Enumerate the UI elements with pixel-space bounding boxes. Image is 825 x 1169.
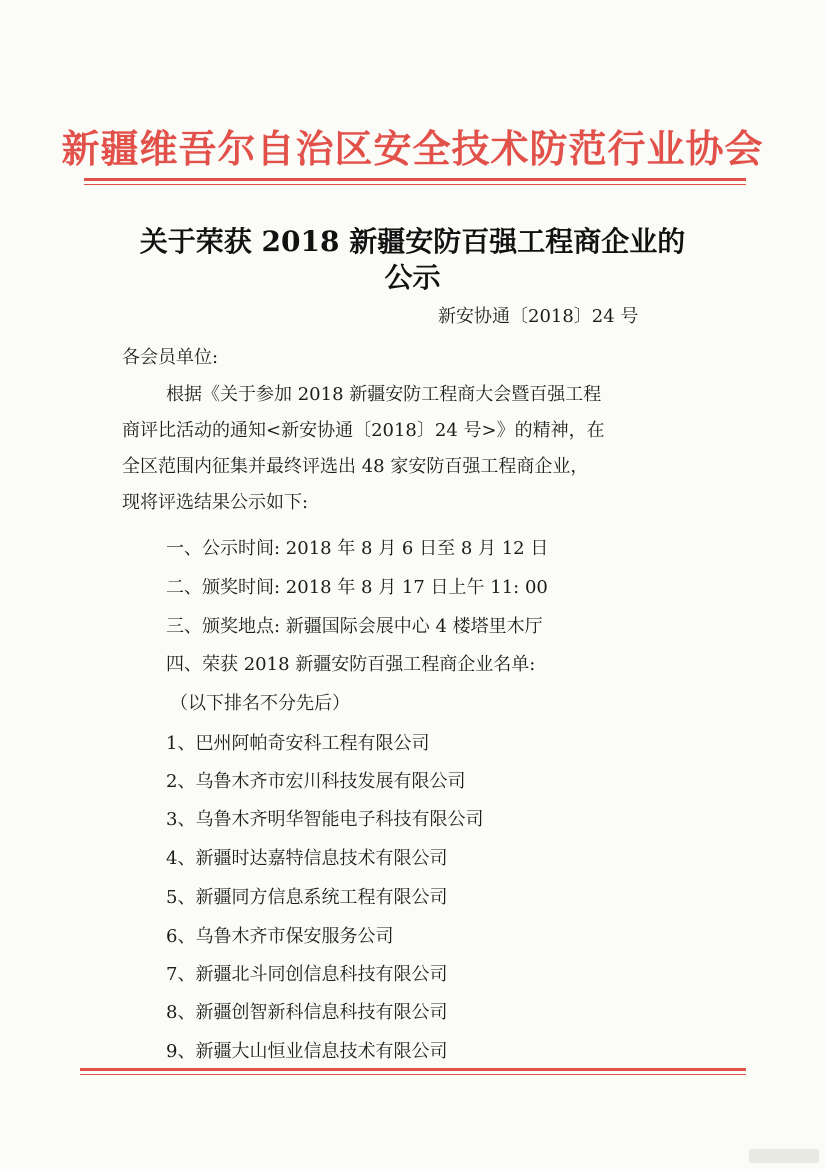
body-line-3: 全区范围内征集并最终评选出 48 家安防百强工程商企业，	[122, 456, 589, 477]
watermark-mark	[749, 1149, 819, 1163]
company-list-item: 5、新疆同方信息系统工程有限公司	[166, 887, 448, 908]
document-number: 新安协通〔2018〕24 号	[438, 306, 639, 327]
item-publicity-period: 一、公示时间: 2018 年 8 月 6 日至 8 月 12 日	[166, 538, 549, 559]
document-title-line-2: 公示	[384, 261, 441, 294]
list-order-note: （以下排名不分先后）	[170, 693, 350, 714]
item-award-time: 二、颁奖时间: 2018 年 8 月 17 日上午 11: 00	[166, 577, 548, 598]
document-title-line-1: 关于荣获 2018 新疆安防百强工程商企业的	[139, 225, 686, 258]
company-list-item: 7、新疆北斗同创信息科技有限公司	[166, 964, 448, 985]
company-list-item: 1、巴州阿帕奇安科工程有限公司	[166, 733, 430, 754]
company-list-item: 8、新疆创智新科信息科技有限公司	[166, 1002, 448, 1023]
item-award-venue: 三、颁奖地点: 新疆国际会展中心 4 楼塔里木厅	[166, 616, 543, 637]
company-list-item: 2、乌鲁木齐市宏川科技发展有限公司	[166, 771, 466, 792]
body-line-4: 现将评选结果公示如下:	[122, 492, 309, 513]
footer-divider-thin	[80, 1074, 746, 1075]
company-list-item: 6、乌鲁木齐市保安服务公司	[166, 926, 394, 947]
body-line-1: 根据《关于参加 2018 新疆安防工程商大会暨百强工程	[166, 384, 602, 405]
organization-header: 新疆维吾尔自治区安全技术防范行业协会	[61, 127, 764, 171]
company-list-item: 3、乌鲁木齐明华智能电子科技有限公司	[166, 809, 484, 830]
item-winner-list-heading: 四、荣获 2018 新疆安防百强工程商企业名单:	[166, 654, 536, 675]
header-divider-thick	[84, 178, 746, 181]
body-line-2: 商评比活动的通知<新安协通〔2018〕24 号>》的精神，在	[122, 420, 605, 441]
company-list-item: 4、新疆时达嘉特信息技术有限公司	[166, 848, 448, 869]
company-list-item: 9、新疆大山恒业信息技术有限公司	[166, 1041, 448, 1062]
header-divider-thin	[84, 184, 746, 185]
salutation: 各会员单位:	[122, 347, 219, 368]
footer-divider-thick	[80, 1068, 746, 1071]
